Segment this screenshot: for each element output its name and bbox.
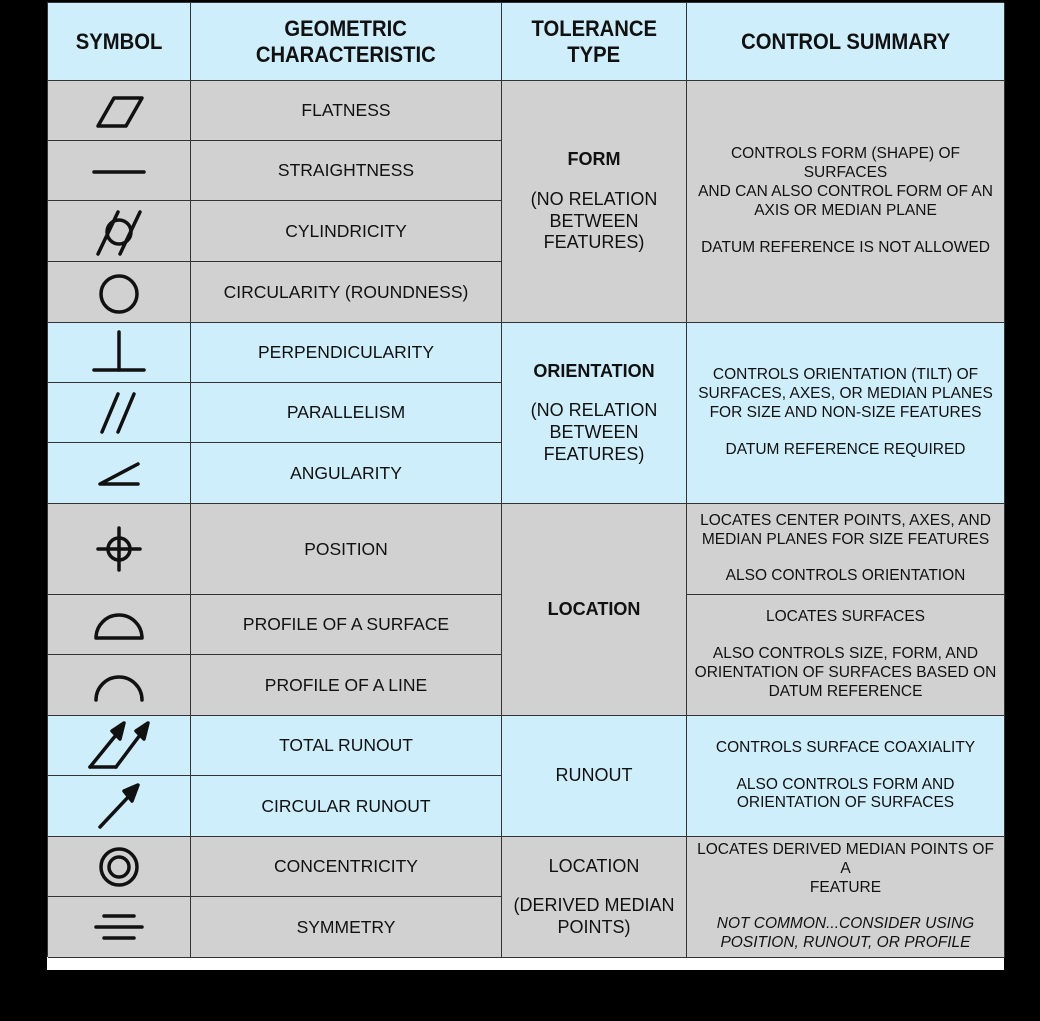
profile-of-surface-icon: [84, 600, 154, 650]
summary-line: CONTROLS FORM (SHAPE) OF SURFACES: [730, 145, 961, 182]
tolerance-type-location-derived: [502, 837, 687, 958]
characteristic-cell: [191, 81, 502, 141]
tolerance-type-title: RUNOUT: [555, 765, 633, 786]
summary-line: AXIS OR MEDIAN PLANE: [754, 201, 937, 219]
characteristic-name: PARALLELISM: [286, 402, 406, 422]
summary-line: LOCATES SURFACES: [765, 608, 926, 626]
tolerance-type-title: ORIENTATION: [533, 360, 655, 381]
header-tolerance-line2: TYPE: [567, 41, 621, 67]
characteristic-cell: [191, 897, 502, 958]
total-runout-icon: [84, 721, 154, 771]
header-tolerance-line1: TOLERANCE: [531, 16, 657, 42]
summary-line: CONTROLS ORIENTATION (TILT) OF: [712, 366, 979, 384]
symbol-cell: [48, 716, 191, 776]
symbol-cell: [48, 262, 191, 323]
header-symbol: [48, 3, 191, 81]
summary-line: LOCATES DERIVED MEDIAN POINTS OF A: [697, 840, 994, 877]
summary-orientation: [687, 323, 1005, 504]
position-icon: [84, 524, 154, 574]
symbol-cell: [48, 504, 191, 595]
characteristic-cell: [191, 504, 502, 595]
summary-line: ALSO CONTROLS SIZE, FORM, AND: [712, 645, 979, 663]
summary-line: DATUM REFERENCE: [768, 682, 923, 700]
characteristic-cell: [191, 655, 502, 716]
characteristic-name: PROFILE OF A LINE: [264, 674, 428, 695]
symbol-cell: [48, 655, 191, 716]
summary-line: ALSO CONTROLS FORM AND: [736, 775, 955, 793]
summary-line: ORIENTATION OF SURFACES: [736, 794, 955, 812]
summary-line: MEDIAN PLANES FOR SIZE FEATURES: [701, 530, 990, 548]
symbol-cell: [48, 81, 191, 141]
flatness-icon: [84, 86, 154, 136]
characteristic-cell: [191, 595, 502, 655]
summary-line: FOR SIZE AND NON-SIZE FEATURES: [709, 404, 982, 421]
summary-line: DATUM REFERENCE IS NOT ALLOWED: [701, 238, 990, 256]
symbol-cell: [48, 323, 191, 383]
tolerance-type-sub: POINTS): [557, 916, 631, 937]
tolerance-type-sub: BETWEEN: [549, 422, 639, 442]
circular-runout-icon: [84, 781, 154, 831]
summary-line: FEATURE: [809, 878, 882, 896]
symbol-cell: [48, 776, 191, 837]
characteristic-name: SYMMETRY: [296, 916, 396, 937]
symbol-cell: [48, 201, 191, 262]
concentricity-icon: [84, 842, 154, 892]
summary-line: AND CAN ALSO CONTROL FORM OF AN: [698, 183, 993, 201]
characteristic-cell: [191, 776, 502, 837]
header-symbol-label: SYMBOL: [75, 28, 163, 54]
tolerance-type-location: [502, 504, 687, 716]
tolerance-type-sub: (DERIVED MEDIAN: [513, 895, 675, 916]
characteristic-cell: [191, 443, 502, 504]
tolerance-type-orientation: [502, 323, 687, 504]
characteristic-name: POSITION: [304, 538, 388, 559]
tolerance-type-runout: [502, 716, 687, 837]
summary-derived: [687, 837, 1005, 958]
header-geometric-line2: CHARACTERISTIC: [256, 41, 436, 67]
symbol-cell: [48, 837, 191, 897]
header-geometric-line1: GEOMETRIC: [284, 16, 408, 42]
symbol-cell: [48, 141, 191, 201]
summary-runout: [687, 716, 1005, 837]
symbol-cell: [48, 383, 191, 443]
characteristic-cell: [191, 323, 502, 383]
tolerance-type-title: FORM: [567, 149, 621, 170]
characteristic-name: TOTAL RUNOUT: [279, 735, 413, 755]
parallelism-icon: [84, 388, 154, 438]
tolerance-type-title: LOCATION: [547, 598, 641, 619]
symbol-cell: [48, 897, 191, 958]
profile-of-line-icon: [84, 660, 154, 710]
straightness-icon: [84, 146, 154, 196]
summary-line: DATUM REFERENCE REQUIRED: [725, 440, 966, 458]
perpendicularity-icon: [84, 328, 154, 378]
header-tolerance-type: [502, 3, 687, 81]
summary-profile: [687, 595, 1005, 716]
gdt-symbol-table: [47, 2, 1004, 957]
characteristic-cell: [191, 716, 502, 776]
characteristic-cell: [191, 141, 502, 201]
circularity-icon: [84, 267, 154, 317]
tolerance-type-sub: (NO RELATION: [530, 188, 658, 209]
tolerance-type-title: LOCATION: [548, 855, 640, 876]
characteristic-name: PROFILE OF A SURFACE: [242, 614, 450, 634]
cylindricity-icon: [84, 206, 154, 256]
tolerance-type-sub: BETWEEN: [549, 210, 639, 231]
summary-note: NOT COMMON...CONSIDER USING: [716, 915, 975, 933]
characteristic-name: FLATNESS: [301, 100, 391, 120]
characteristic-name: CIRCULARITY (ROUNDNESS): [223, 281, 469, 302]
summary-line: LOCATES CENTER POINTS, AXES, AND: [700, 511, 991, 529]
characteristic-cell: [191, 201, 502, 262]
tolerance-type-sub: (NO RELATION: [530, 400, 658, 421]
characteristic-name: CYLINDRICITY: [285, 220, 407, 241]
summary-note: POSITION, RUNOUT, OR PROFILE: [720, 934, 971, 952]
characteristic-name: ANGULARITY: [290, 462, 402, 483]
header-summary-label: CONTROL SUMMARY: [740, 28, 951, 54]
summary-form: [687, 81, 1005, 323]
summary-line: ORIENTATION OF SURFACES BASED ON: [694, 664, 997, 681]
tolerance-type-sub: FEATURES): [543, 232, 645, 253]
summary-position: [687, 504, 1005, 595]
symbol-cell: [48, 595, 191, 655]
summary-line: CONTROLS SURFACE COAXIALITY: [715, 738, 976, 756]
characteristic-name: CIRCULAR RUNOUT: [261, 795, 431, 816]
angularity-icon: [84, 448, 154, 498]
characteristic-cell: [191, 262, 502, 323]
characteristic-cell: [191, 383, 502, 443]
summary-line: SURFACES, AXES, OR MEDIAN PLANES: [698, 385, 993, 403]
tolerance-type-form: [502, 81, 687, 323]
symbol-cell: [48, 443, 191, 504]
header-control-summary: [687, 3, 1005, 81]
tolerance-type-sub: FEATURES): [543, 443, 645, 464]
header-geometric-characteristic: [191, 3, 502, 81]
characteristic-cell: [191, 837, 502, 897]
symmetry-icon: [84, 902, 154, 952]
summary-line: ALSO CONTROLS ORIENTATION: [725, 567, 966, 585]
characteristic-name: CONCENTRICITY: [274, 856, 418, 876]
characteristic-name: STRAIGHTNESS: [277, 160, 415, 180]
characteristic-name: PERPENDICULARITY: [257, 342, 434, 362]
